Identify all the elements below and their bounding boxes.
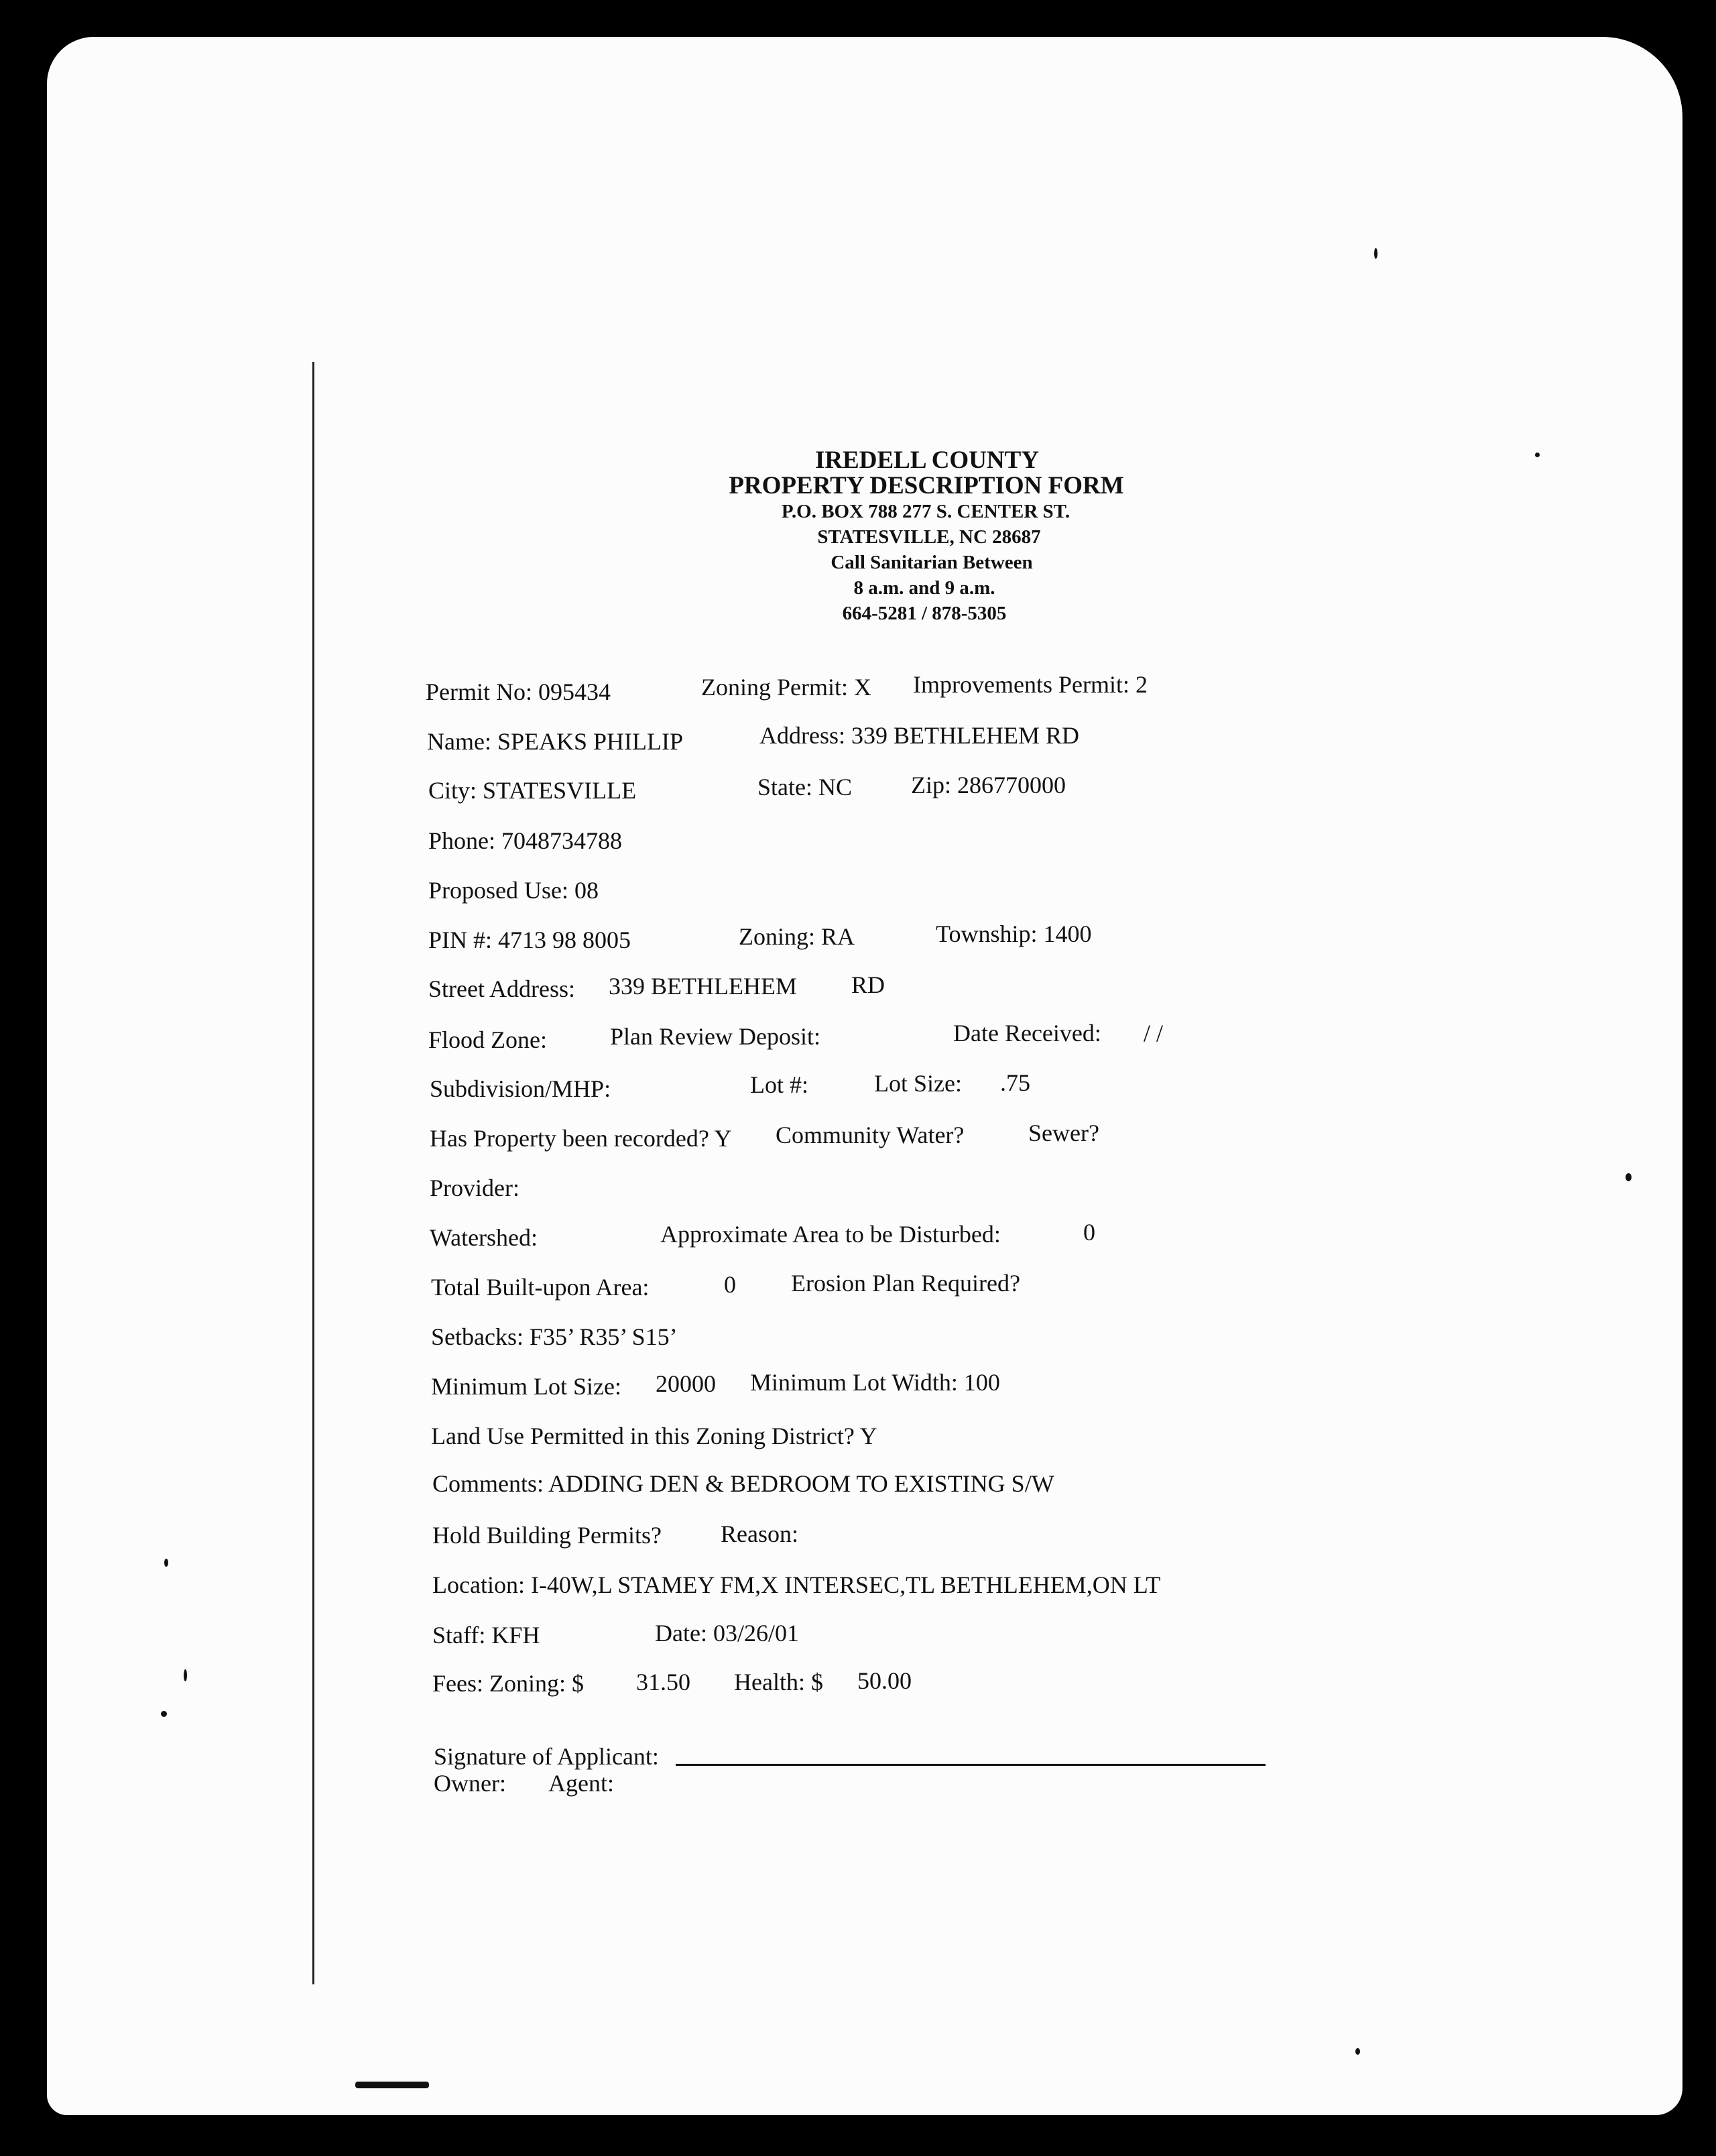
scan-speck	[164, 1559, 168, 1567]
document-page	[47, 37, 1682, 2115]
pin-number: PIN #: 4713 98 8005	[428, 926, 631, 953]
lot-size-label: Lot Size:	[874, 1070, 962, 1097]
area-disturbed-label: Approximate Area to be Disturbed:	[660, 1221, 1001, 1248]
call-line: Call Sanitarian Between	[831, 552, 1033, 573]
zoning-permit: Zoning Permit: X	[701, 674, 871, 701]
built-upon-value: 0	[724, 1271, 736, 1298]
date-received-value: / /	[1144, 1020, 1164, 1046]
min-lot-width: Minimum Lot Width: 100	[750, 1369, 1000, 1396]
owner: Owner:	[434, 1770, 506, 1797]
setbacks: Setbacks: F35’ R35’ S15’	[431, 1323, 678, 1350]
form-header	[0, 448, 1716, 626]
min-lot-size-label: Minimum Lot Size:	[431, 1373, 621, 1400]
plan-review-deposit: Plan Review Deposit:	[610, 1023, 820, 1050]
phone-line: 664-5281 / 878-5305	[842, 603, 1007, 624]
scan-speck	[355, 2082, 429, 2088]
reason: Reason:	[721, 1520, 798, 1547]
agent: Agent:	[548, 1770, 614, 1797]
scan-speck	[161, 1711, 167, 1717]
applicant-address: Address: 339 BETHLEHEM RD	[759, 722, 1079, 749]
proposed-use: Proposed Use: 08	[428, 877, 599, 904]
date: Date: 03/26/01	[655, 1620, 799, 1646]
comments: Comments: ADDING DEN & BEDROOM TO EXISTING S/W	[432, 1470, 1054, 1497]
street-address-label: Street Address:	[428, 975, 575, 1002]
min-lot-size-value: 20000	[656, 1370, 716, 1397]
land-use-permitted: Land Use Permitted in this Zoning District? Y	[431, 1423, 877, 1449]
subdivision: Subdivision/MHP:	[430, 1075, 611, 1102]
provider: Provider:	[430, 1175, 519, 1201]
township: Township: 1400	[936, 920, 1092, 947]
fees-zoning-value: 31.50	[636, 1669, 690, 1695]
fees-health-label: Health: $	[734, 1669, 823, 1695]
improvements-permit: Improvements Permit: 2	[913, 671, 1148, 698]
street-address-suffix: RD	[851, 971, 885, 998]
erosion-plan: Erosion Plan Required?	[791, 1270, 1020, 1297]
property-recorded: Has Property been recorded? Y	[430, 1125, 732, 1152]
office-city: STATESVILLE, NC 28687	[817, 526, 1041, 548]
lot-size-value: .75	[1000, 1069, 1030, 1096]
permit-number: Permit No: 095434	[426, 678, 611, 705]
phone: Phone: 7048734788	[428, 827, 623, 854]
county-title: IREDELL COUNTY	[814, 446, 1040, 474]
street-address-value: 339 BETHLEHEM	[609, 973, 797, 1000]
zip: Zip: 286770000	[911, 772, 1066, 798]
form-title: PROPERTY DESCRIPTION FORM	[729, 472, 1124, 499]
fees-health-value: 50.00	[857, 1667, 912, 1694]
staff: Staff: KFH	[432, 1622, 540, 1649]
city: City: STATESVILLE	[428, 777, 637, 804]
area-disturbed-value: 0	[1083, 1219, 1095, 1246]
applicant-name: Name: SPEAKS PHILLIP	[427, 728, 684, 755]
scan-speck	[1535, 453, 1540, 457]
community-water: Community Water?	[776, 1122, 965, 1148]
fees-zoning-label: Fees: Zoning: $	[432, 1670, 584, 1697]
zoning: Zoning: RA	[739, 923, 855, 950]
scan-speck	[1374, 248, 1377, 259]
signature-line	[676, 1764, 1266, 1766]
watershed: Watershed:	[430, 1224, 538, 1251]
scan-speck	[1626, 1173, 1632, 1181]
scan-speck	[184, 1669, 187, 1681]
date-received-label: Date Received:	[953, 1020, 1101, 1046]
built-upon-label: Total Built-upon Area:	[431, 1274, 650, 1301]
signature-label: Signature of Applicant:	[434, 1743, 659, 1770]
state: State: NC	[757, 774, 852, 800]
flood-zone: Flood Zone:	[428, 1026, 547, 1053]
location: Location: I-40W,L STAMEY FM,X INTERSEC,TL BETHLEHEM,ON LT	[432, 1571, 1161, 1598]
lot-number: Lot #:	[750, 1071, 808, 1098]
hours-line: 8 a.m. and 9 a.m.	[853, 577, 995, 599]
office-address: P.O. BOX 788 277 S. CENTER ST.	[781, 501, 1070, 522]
sewer: Sewer?	[1028, 1120, 1099, 1146]
scan-speck	[1355, 2048, 1360, 2055]
hold-building-permits: Hold Building Permits?	[432, 1522, 662, 1549]
